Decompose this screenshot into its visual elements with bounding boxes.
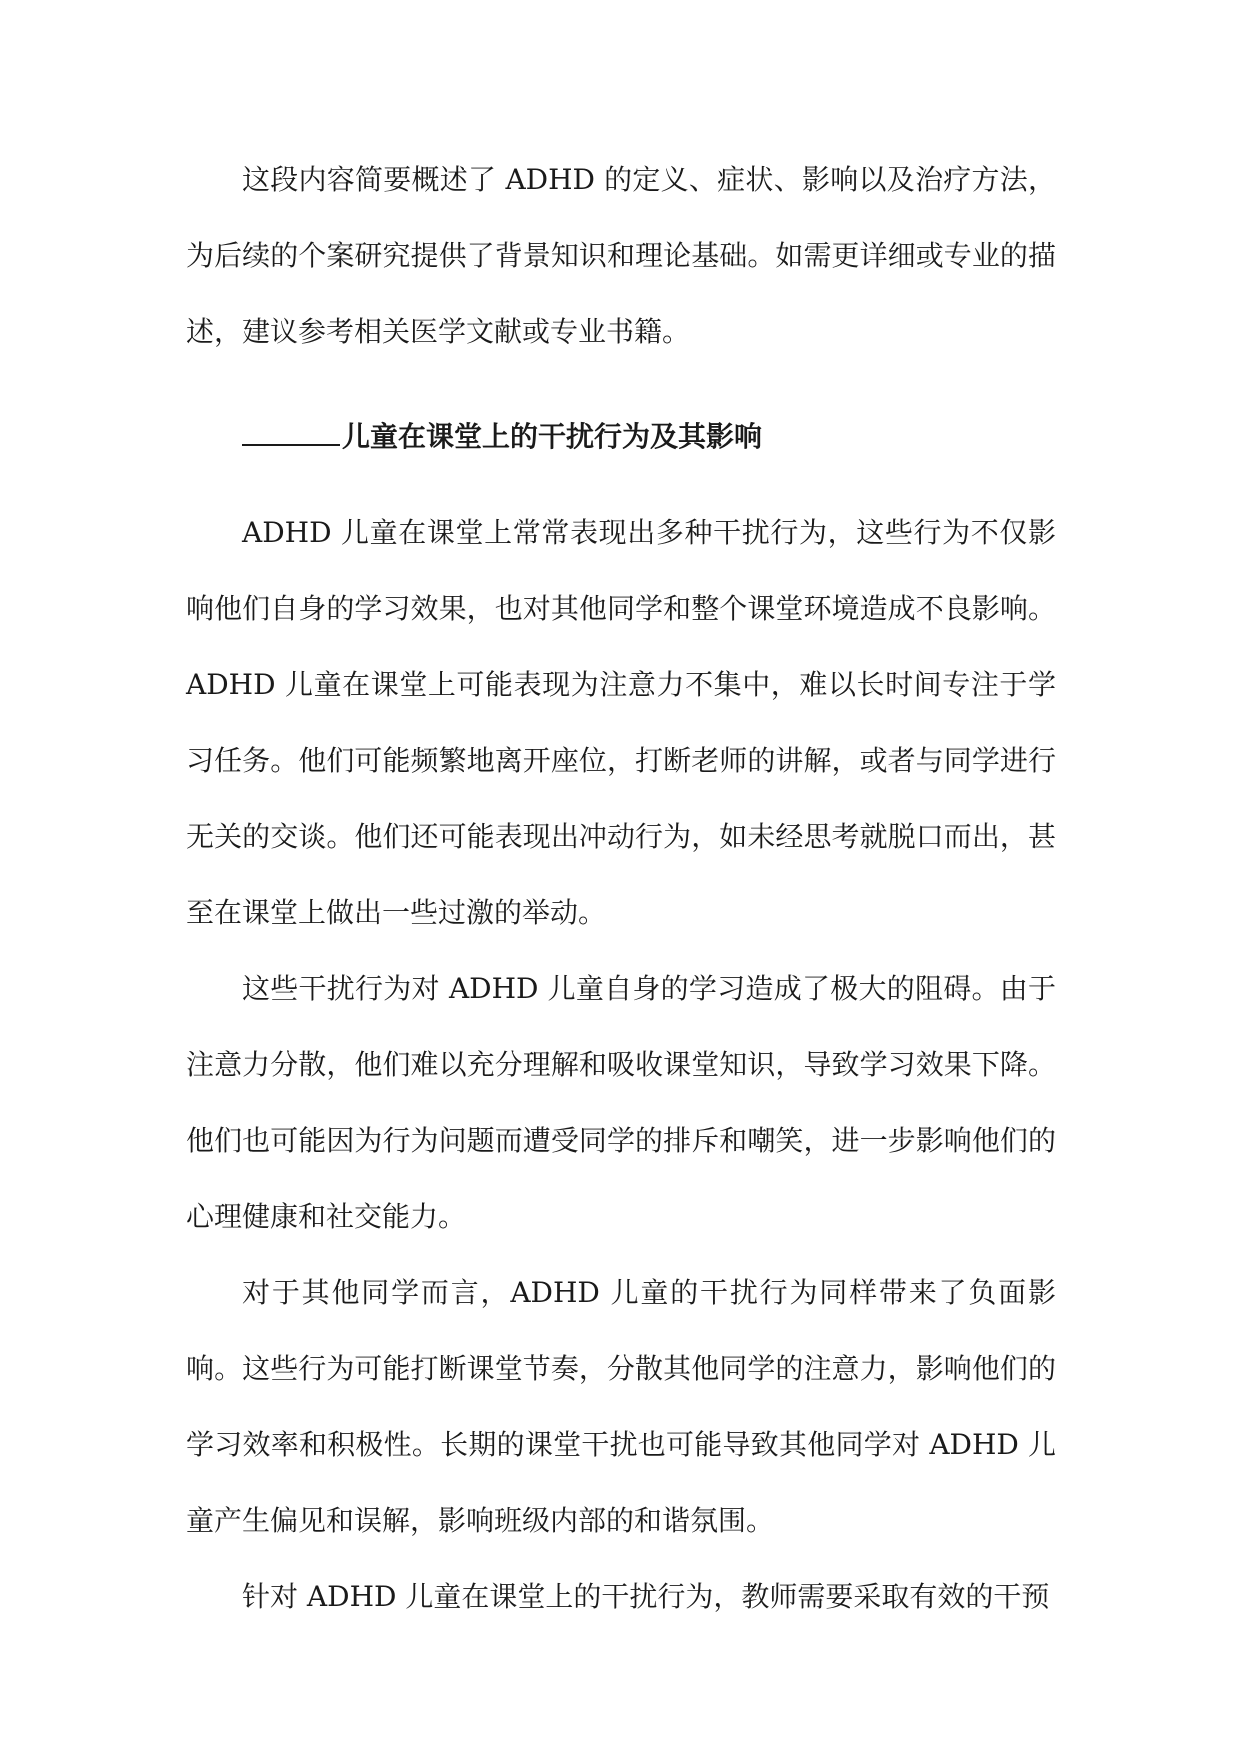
- section-heading: [186, 416, 1056, 457]
- document-body: [186, 142, 1056, 1635]
- heading-title: 儿童在课堂上的干扰行为及其影响: [342, 420, 763, 453]
- body-paragraph-2: 这些干扰行为对 ADHD 儿童自身的学习造成了极大的阻碍。由于注意力分散，他们难以充分理解和吸收课堂知识，导致学习效果下降。他们也可能因为行为问题而遭受同学的排斥和嘲笑，进一步影响他们的心理健康和社交能力。: [186, 972, 1056, 1233]
- heading-blank-underline: [242, 416, 340, 446]
- body-paragraph-3: 对于其他同学而言，ADHD 儿童的干扰行为同样带来了负面影响。这些行为可能打断课堂节奏，分散其他同学的注意力，影响他们的学习效率和积极性。长期的课堂干扰也可能导致其他同学对 ADHD 儿童产生偏见和误解，影响班级内部的和谐氛围。: [186, 1276, 1056, 1537]
- intro-paragraph: 这段内容简要概述了 ADHD 的定义、症状、影响以及治疗方法，为后续的个案研究提供了背景知识和理论基础。如需更详细或专业的描述，建议参考相关医学文献或专业书籍。: [186, 163, 1056, 348]
- body-paragraph-1: ADHD 儿童在课堂上常常表现出多种干扰行为，这些行为不仅影响他们自身的学习效果，也对其他同学和整个课堂环境造成不良影响。ADHD 儿童在课堂上可能表现为注意力不集中，难以长时间专注于学习任务。他们可能频繁地离开座位，打断老师的讲解，或者与同学进行无关的交谈。他们还可能表现出冲动行为，如未经思考就脱口而出，甚至在课堂上做出一些过激的举动。: [186, 516, 1056, 929]
- body-paragraph-4: 针对 ADHD 儿童在课堂上的干扰行为，教师需要采取有效的干预: [242, 1580, 1050, 1613]
